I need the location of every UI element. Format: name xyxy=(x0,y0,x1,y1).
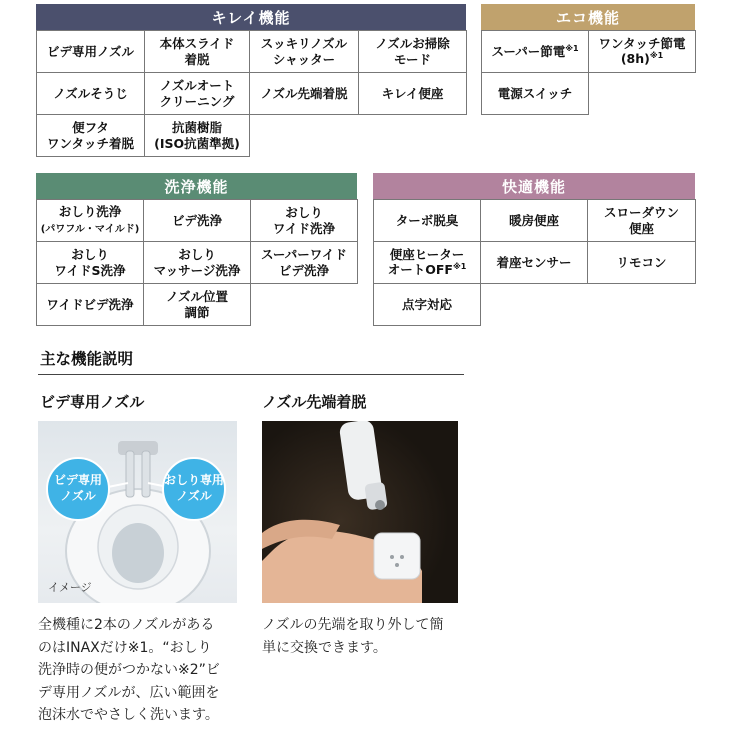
feature-cell: 点字対応 xyxy=(374,284,481,326)
senjo-grid xyxy=(36,199,358,326)
feature-cell: ノズル先端着脱 xyxy=(250,73,359,115)
feature-cell: ターボ脱臭 xyxy=(374,200,481,242)
kirei-grid xyxy=(36,30,467,157)
feature-cell: 便フタ ワンタッチ着脱 xyxy=(37,115,145,157)
kirei-section xyxy=(36,4,466,157)
footnote-mark: ※1 xyxy=(649,51,664,61)
feature-cell: 抗菌樹脂 (ISO抗菌準拠) xyxy=(145,115,250,157)
feature-cell: リモコン xyxy=(588,242,696,284)
feature-cell: スッキリノズル シャッター xyxy=(250,31,359,73)
feature-cell: ワイドビデ洗浄 xyxy=(37,284,144,326)
eco-section xyxy=(481,4,695,115)
eco-header: エコ機能 xyxy=(481,4,695,30)
feature-cell: ビデ洗浄 xyxy=(144,200,251,242)
feature-cell: スローダウン 便座 xyxy=(588,200,696,242)
feature-sub-note: (パワフル・マイルド) xyxy=(40,224,140,236)
feature-cell: ノズルお掃除 モード xyxy=(359,31,467,73)
footnote-mark: ※1 xyxy=(565,43,579,53)
feature-cell: 便座ヒーター オートOFF$^{※1}$ xyxy=(374,242,481,284)
kaiteki-section xyxy=(373,173,695,326)
feature-cell: おしり マッサージ洗浄 xyxy=(144,242,251,284)
feature-cell: スーパーワイド ビデ洗浄 xyxy=(251,242,358,284)
bidet-nozzle-image xyxy=(38,421,237,603)
bidet-nozzle-bubble: ビデ専用 ノズル xyxy=(46,457,110,521)
feature-cell: おしり洗浄 (パワフル・マイルド) xyxy=(37,200,144,242)
image-caption: イメージ xyxy=(48,581,92,594)
feature-cell: スーパー節電$^{※1}$ xyxy=(482,31,589,73)
feature-cell: おしり ワイド洗浄 xyxy=(251,200,358,242)
feature-cell: キレイ便座 xyxy=(359,73,467,115)
section-divider xyxy=(38,374,464,375)
feature-cell: 暖房便座 xyxy=(481,200,588,242)
feature-cell: おしり ワイドS洗浄 xyxy=(37,242,144,284)
feature-cell: 電源スイッチ xyxy=(482,73,589,115)
nozzle-tip-title: ノズル先端着脱 xyxy=(262,393,367,411)
nozzle-tip-description: ノズルの先端を取り外して簡 単に交換できます。 xyxy=(262,617,444,656)
footnote-mark: ※1 xyxy=(452,262,467,272)
feature-cell: 着座センサー xyxy=(481,242,588,284)
senjo-header: 洗浄機能 xyxy=(36,173,357,199)
nozzle-tip-image xyxy=(262,421,458,603)
kaiteki-grid xyxy=(373,199,696,326)
kaiteki-header: 快適機能 xyxy=(373,173,695,199)
feature-cell: ワンタッチ節電 $(8h)^{※1}$ xyxy=(589,31,696,73)
eco-grid xyxy=(481,30,696,115)
kirei-header: キレイ機能 xyxy=(36,4,466,30)
feature-cell: ノズルそうじ xyxy=(37,73,145,115)
bidet-nozzle-title: ビデ専用ノズル xyxy=(40,393,145,411)
senjo-section xyxy=(36,173,357,326)
features-title: 主な機能説明 xyxy=(40,350,134,368)
feature-cell: ビデ専用ノズル xyxy=(37,31,145,73)
nozzle-hand-illustration xyxy=(262,421,458,603)
oshiri-nozzle-bubble: おしり専用 ノズル xyxy=(162,457,226,521)
feature-cell: ノズル位置 調節 xyxy=(144,284,251,326)
feature-cell: 本体スライド 着脱 xyxy=(145,31,250,73)
bidet-nozzle-description: 全機種に2本のノズルがある のはINAXだけ※1。“おしり 洗浄時の便がつかない※2”ビ デ専用ノズルが、広い範囲を 泡沫水でやさしく洗います。 xyxy=(38,617,220,723)
feature-cell: ノズルオート クリーニング xyxy=(145,73,250,115)
